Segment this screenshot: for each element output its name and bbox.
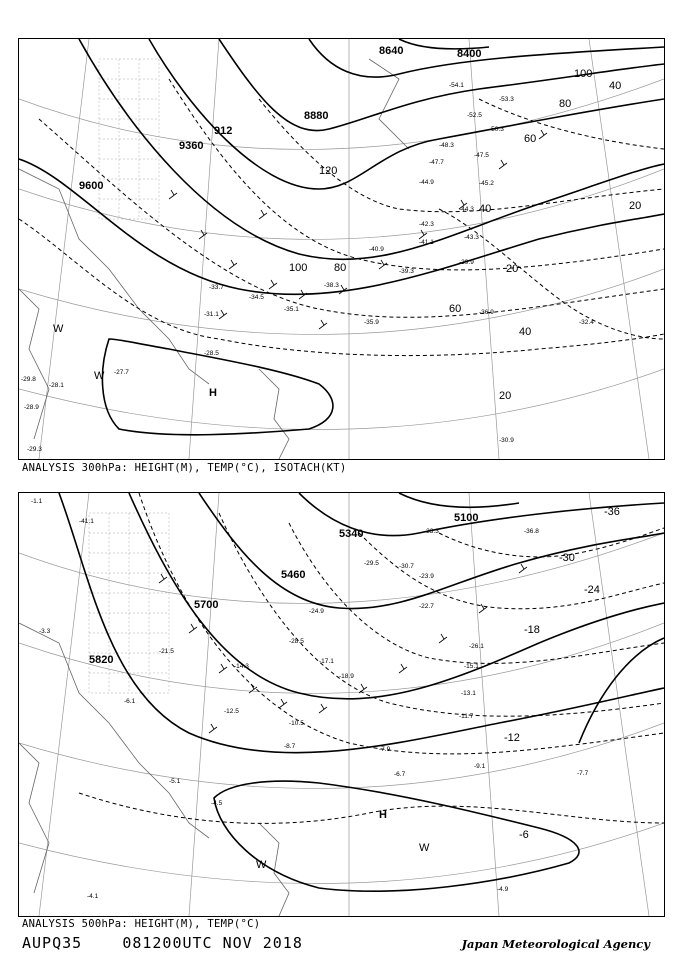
caption-500hpa: ANALYSIS 500hPa: HEIGHT(M), TEMP(°C): [22, 918, 261, 930]
temp-value: -41.1: [419, 239, 434, 246]
temp-value: -48.3: [439, 142, 454, 149]
height-label: 5340: [339, 528, 364, 540]
height-label: 8880: [304, 110, 329, 122]
temp-value: -5.1: [169, 778, 181, 785]
temp-value: -22.7: [419, 603, 434, 610]
caption-300hpa: ANALYSIS 300hPa: HEIGHT(M), TEMP(°C), ISOTACH(KT): [22, 462, 347, 474]
temp-value: -10.5: [289, 720, 304, 727]
isotach-label: 100: [574, 68, 593, 80]
temp-value: -47.5: [474, 152, 489, 159]
temp-value: -28.1: [49, 382, 64, 389]
temp-value: -24.9: [309, 608, 324, 615]
high-pressure-label: H: [379, 809, 387, 821]
isotach-label: 120: [319, 165, 338, 177]
isotherm-label: -30: [559, 552, 575, 564]
temp-value: -42.3: [419, 221, 434, 228]
temp-value: -38.3: [324, 282, 339, 289]
map-300hpa: [18, 38, 665, 460]
temp-value: -3.3: [39, 628, 51, 635]
height-label: 5820: [89, 654, 114, 666]
temp-value: -6.7: [394, 771, 406, 778]
temp-value: -32.4: [579, 319, 594, 326]
map-500hpa: [18, 492, 665, 917]
warm-label: W: [256, 859, 267, 871]
agency-name: Japan Meteorological Agency: [461, 937, 650, 951]
isotach-label: 40: [609, 80, 622, 92]
height-label: 5460: [281, 569, 306, 581]
temp-value: -35.9: [364, 319, 379, 326]
temp-value: -39.3: [399, 268, 414, 275]
temp-value: -14.3: [234, 663, 249, 670]
temp-value: -15.1: [464, 663, 479, 670]
temp-value: -13.1: [461, 690, 476, 697]
temp-value: -9.1: [474, 763, 486, 770]
temp-value: -4.1: [87, 893, 99, 900]
temp-value: -31.1: [204, 311, 219, 318]
temp-value: -54.1: [449, 82, 464, 89]
isotach-label: 60: [449, 303, 462, 315]
temp-value: -28.5: [289, 638, 304, 645]
temp-value: -7.7: [577, 770, 589, 777]
temp-value: -33.7: [209, 284, 224, 291]
temp-value: -34.5: [249, 294, 264, 301]
height-label: 912: [214, 125, 233, 137]
high-pressure-label: H: [209, 387, 217, 399]
temp-value: -30.9: [499, 437, 514, 444]
isotherm-label: -6: [519, 829, 529, 841]
temp-value: -18.9: [339, 673, 354, 680]
temp-value: -40.9: [369, 246, 384, 253]
temp-value: -39.9: [459, 259, 474, 266]
temp-value: -44.9: [419, 179, 434, 186]
temp-value: -36.8: [524, 528, 539, 535]
isotherm-label: -18: [524, 624, 540, 636]
product-header: [22, 934, 303, 952]
temp-value: -4.5: [211, 800, 223, 807]
temp-value: -17.1: [319, 658, 334, 665]
height-label: 5100: [454, 512, 479, 524]
temp-value: -43.3: [464, 234, 479, 241]
temperature-values: [31, 498, 589, 900]
temp-value: -4.9: [497, 886, 509, 893]
temp-value: -30.7: [399, 563, 414, 570]
height-label: 8640: [379, 45, 404, 57]
isotach-label: 20: [506, 263, 519, 275]
temp-value: -6.1: [124, 698, 136, 705]
isotherm-label: -24: [584, 584, 600, 596]
height-label: 5700: [194, 599, 219, 611]
isotach-label: 100: [289, 262, 308, 274]
temp-value: -47.7: [429, 159, 444, 166]
temp-value: -29.3: [27, 446, 42, 453]
isotach-label: 40: [519, 326, 532, 338]
warm-label: W: [53, 323, 64, 335]
isotach-label: 80: [334, 262, 347, 274]
temp-value: -29.5: [364, 560, 379, 567]
isotherm-label: -36: [604, 506, 620, 518]
temp-value: -41.1: [79, 518, 94, 525]
temp-value: -23.9: [419, 573, 434, 580]
warm-label: W: [419, 842, 430, 854]
warm-label: W: [94, 370, 105, 382]
map-300hpa-canvas: [19, 39, 664, 459]
height-label: 8400: [457, 48, 482, 60]
temp-value: -44.3: [459, 206, 474, 213]
isotach-label: 60: [524, 133, 537, 145]
temp-value: -33.3: [424, 528, 439, 535]
temp-value: -28.5: [204, 350, 219, 357]
isotach-label: 20: [499, 390, 512, 402]
temp-value: -45.2: [479, 180, 494, 187]
temp-value: -11.7: [459, 713, 474, 720]
temp-value: -27.7: [114, 369, 129, 376]
isotherm-label: -12: [504, 732, 520, 744]
temp-value: -35.1: [284, 306, 299, 313]
temp-value: -8.7: [284, 743, 296, 750]
temp-value: -29.8: [21, 376, 36, 383]
valid-time: 081200UTC NOV 2018: [122, 934, 303, 952]
isotach-label: 20: [629, 200, 642, 212]
product-code: AUPQ35: [22, 934, 83, 952]
temp-value: -21.5: [159, 648, 174, 655]
temp-value: -53.3: [499, 96, 514, 103]
hatch-region: [99, 59, 159, 219]
isotach-label: 80: [559, 98, 572, 110]
temp-value: -12.5: [224, 708, 239, 715]
temp-value: -36.9: [479, 309, 494, 316]
temp-value: -1.1: [31, 498, 43, 505]
temp-value: -28.9: [24, 404, 39, 411]
temp-value: -52.5: [467, 112, 482, 119]
temp-value: -7.9: [379, 746, 391, 753]
map-500hpa-canvas: [19, 493, 664, 916]
isotachs: [19, 79, 664, 356]
temp-value: -50.3: [489, 126, 504, 133]
height-label: 9600: [79, 180, 104, 192]
temp-value: -26.1: [469, 643, 484, 650]
isotach-label: 40: [479, 203, 492, 215]
height-label: 9360: [179, 140, 204, 152]
